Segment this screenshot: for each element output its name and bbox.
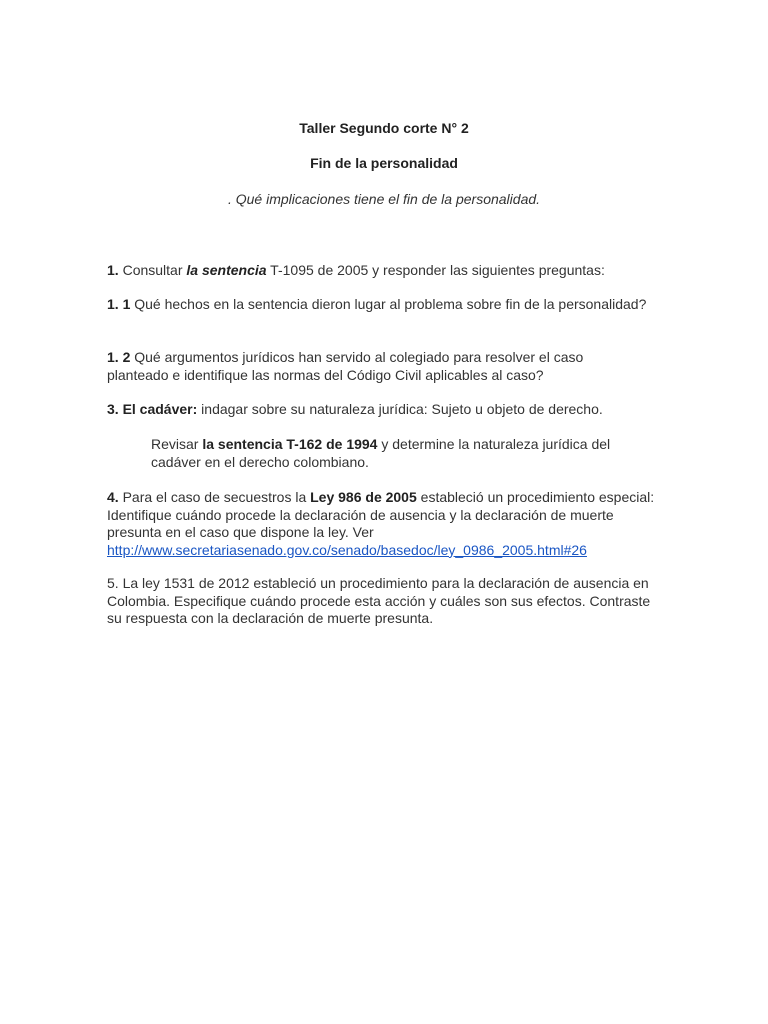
question-1-number: 1. [107, 262, 119, 278]
document-subtitle: Fin de la personalidad [310, 155, 458, 171]
question-3-number: 3. El cadáver: [107, 401, 198, 417]
question-3-sub [151, 436, 641, 471]
question-1-2-text: Qué argumentos jurídicos han servido al colegiado para resolver el caso planteado e identifique las normas del Código Civil aplicables al caso? [107, 349, 584, 383]
question-3-sub-post: y determine la naturaleza jurídica del cadáver en el derecho colombiano. [151, 436, 611, 470]
question-3-sub-emph: la sentencia T-162 de 1994 [202, 436, 378, 452]
question-4 [107, 489, 670, 559]
question-3-sub-pre: Revisar [151, 436, 203, 452]
question-1-post: T-1095 de 2005 y responder las siguientes preguntas: [266, 262, 605, 278]
question-1-pre: Consultar [118, 262, 187, 278]
question-1-2 [107, 349, 627, 384]
question-4-pre: Para el caso de secuestros la [118, 489, 311, 505]
question-4-number: 4. [107, 489, 119, 505]
question-5: 5. La ley 1531 de 2012 estableció un procedimiento para la declaración de ausencia en Colombia. Especifique cuándo procede esta acción y cuáles son sus efectos. Contraste su respuesta con la declaración de muerte presunta. [107, 575, 651, 626]
question-1-2-number: 1. 2 [107, 349, 131, 365]
question-1-1-number: 1. 1 [107, 296, 131, 312]
question-3 [107, 401, 667, 419]
question-4-emph: Ley 986 de 2005 [310, 489, 417, 505]
question-1-1 [107, 296, 647, 314]
question-1-emph: la sentencia [186, 262, 267, 278]
ley-986-link[interactable]: http://www.secretariasenado.gov.co/senado/basedoc/ley_0986_2005.html#26 [107, 541, 587, 558]
question-3-text: indagar sobre su naturaleza jurídica: Sujeto u objeto de derecho. [197, 401, 603, 417]
lead-question: . Qué implicaciones tiene el fin de la personalidad. [227, 191, 541, 207]
question-4-post: estableció un procedimiento especial: Identifique cuándo procede la declaración de ausencia y la declaración de muerte presunta en el caso que dispone la ley. Ver [107, 489, 670, 540]
question-1 [107, 262, 667, 280]
document-title: Taller Segundo corte N° 2 [299, 120, 469, 136]
question-1-1-text: Qué hechos en la sentencia dieron lugar al problema sobre fin de la personalidad? [130, 296, 647, 312]
